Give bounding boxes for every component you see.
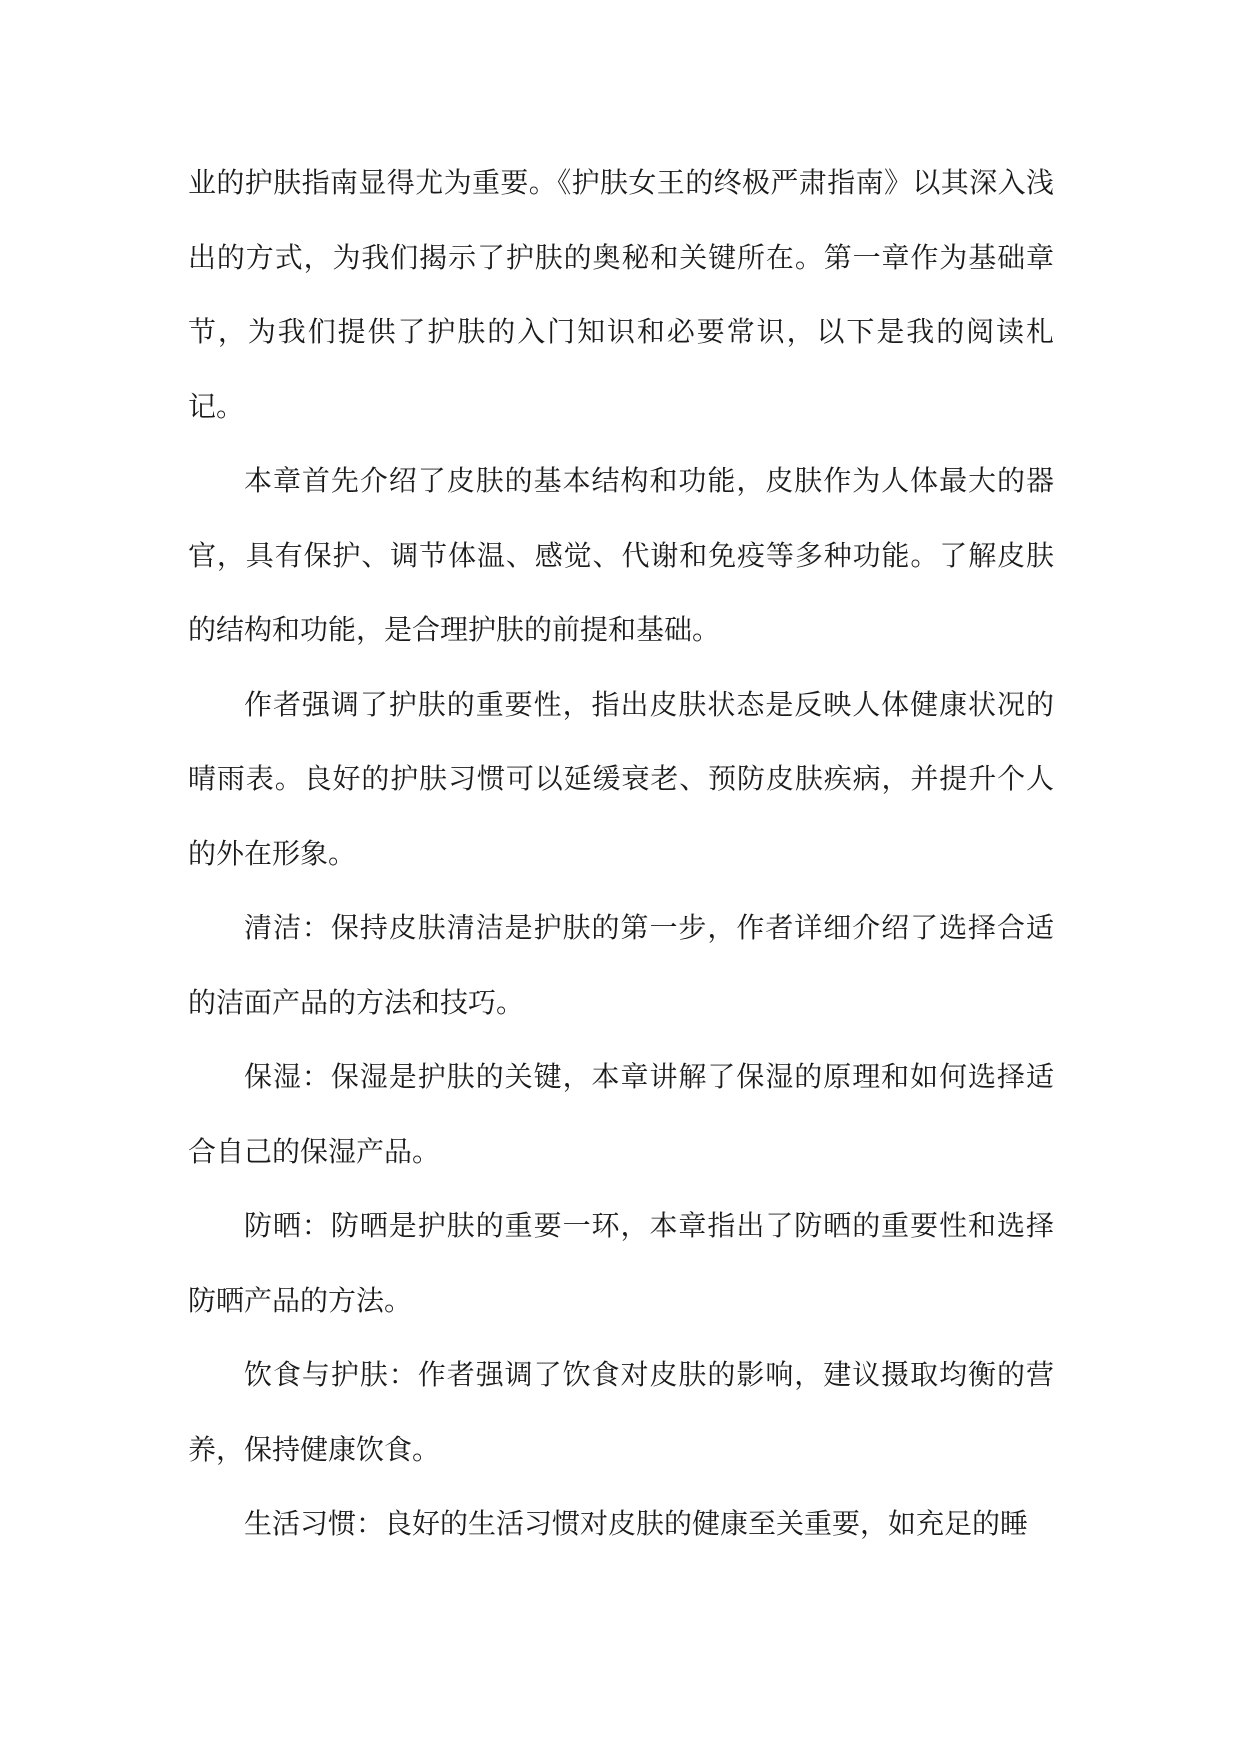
paragraph-skin-structure: 本章首先介绍了皮肤的基本结构和功能，皮肤作为人体最大的器官，具有保护、调节体温、感觉、代谢和免疫等多种功能。了解皮肤的结构和功能，是合理护肤的前提和基础。 — [188, 464, 1054, 646]
paragraph-diet: 饮食与护肤：作者强调了饮食对皮肤的影响，建议摄取均衡的营养，保持健康饮食。 — [188, 1358, 1054, 1466]
paragraph-moisturizing: 保湿：保湿是护肤的关键，本章讲解了保湿的原理和如何选择适合自己的保湿产品。 — [188, 1060, 1054, 1168]
paragraph-continuation: 业的护肤指南显得尤为重要。《护肤女王的终极严肃指南》以其深入浅出的方式，为我们揭示了护肤的奥秘和关键所在。第一章作为基础章节，为我们提供了护肤的入门知识和必要常识，以下是我的阅读札记。 — [188, 166, 1054, 423]
paragraph-skincare-importance: 作者强调了护肤的重要性，指出皮肤状态是反映人体健康状况的晴雨表。良好的护肤习惯可以延缓衰老、预防皮肤疾病，并提升个人的外在形象。 — [188, 687, 1054, 870]
paragraph-cleansing: 清洁：保持皮肤清洁是护肤的第一步，作者详细介绍了选择合适的洁面产品的方法和技巧。 — [188, 911, 1054, 1019]
paragraph-sun-protection: 防晒：防晒是护肤的重要一环，本章指出了防晒的重要性和选择防晒产品的方法。 — [188, 1209, 1054, 1317]
paragraph-lifestyle: 生活习惯：良好的生活习惯对皮肤的健康至关重要，如充足的睡 — [244, 1507, 1029, 1540]
document-body — [188, 146, 1054, 1562]
